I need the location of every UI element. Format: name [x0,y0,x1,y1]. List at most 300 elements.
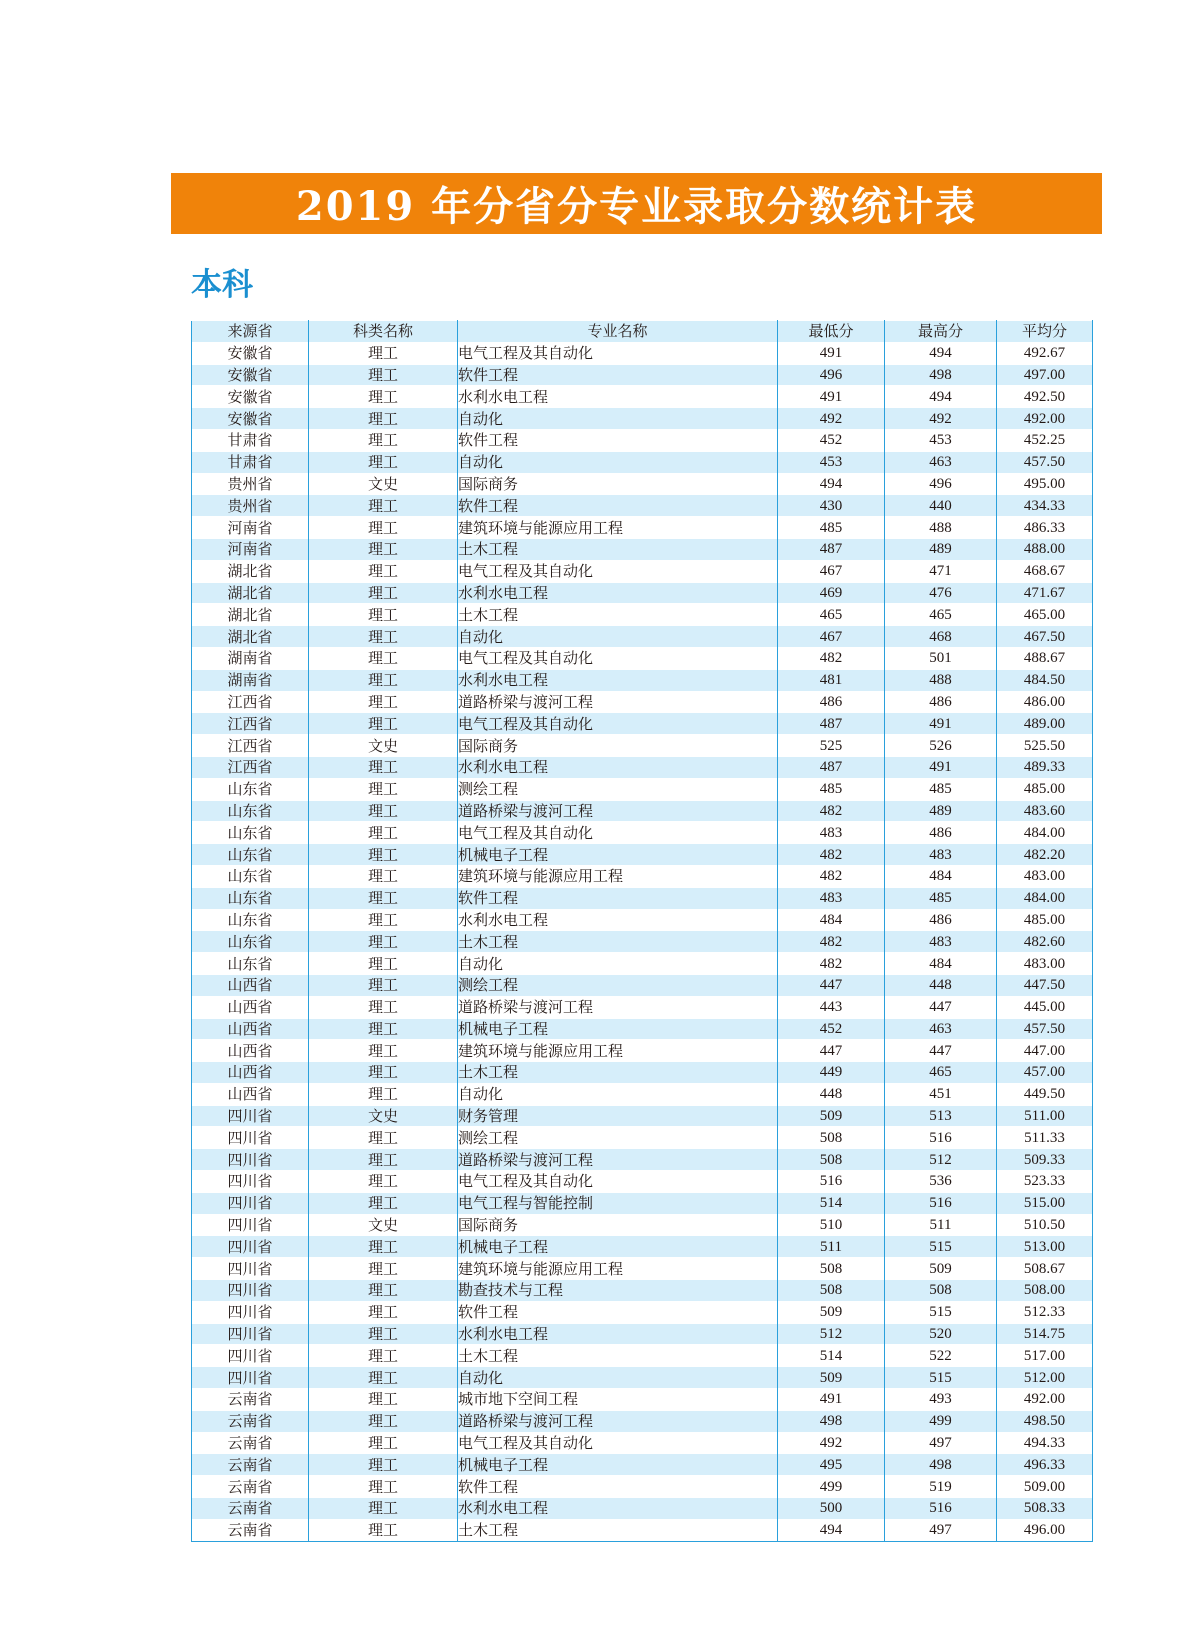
cell-province: 云南省 [192,1410,309,1432]
cell-avg-score: 511.00 [997,1105,1093,1127]
cell-avg-score: 514.75 [997,1323,1093,1345]
cell-max-score: 488 [885,517,997,539]
cell-avg-score: 489.00 [997,713,1093,735]
cell-max-score: 515 [885,1367,997,1389]
cell-avg-score: 508.33 [997,1498,1093,1520]
cell-min-score: 496 [778,364,885,386]
cell-avg-score: 486.00 [997,691,1093,713]
admission-scores-table [191,320,1093,1542]
cell-category: 理工 [309,560,458,582]
cell-province: 四川省 [192,1192,309,1214]
cell-province: 山西省 [192,996,309,1018]
cell-max-score: 515 [885,1301,997,1323]
cell-max-score: 486 [885,691,997,713]
cell-major: 自动化 [458,451,778,473]
cell-avg-score: 492.00 [997,408,1093,430]
cell-max-score: 494 [885,386,997,408]
cell-avg-score: 482.60 [997,931,1093,953]
cell-province: 云南省 [192,1432,309,1454]
cell-min-score: 511 [778,1236,885,1258]
cell-min-score: 491 [778,386,885,408]
cell-major: 国际商务 [458,1214,778,1236]
cell-avg-score: 482.20 [997,844,1093,866]
cell-major: 自动化 [458,1083,778,1105]
table-row [192,408,1093,430]
cell-major: 土木工程 [458,1062,778,1084]
cell-category: 理工 [309,800,458,822]
cell-max-score: 493 [885,1389,997,1411]
cell-avg-score: 492.00 [997,1389,1093,1411]
cell-min-score: 482 [778,647,885,669]
cell-avg-score: 449.50 [997,1083,1093,1105]
cell-province: 山西省 [192,1040,309,1062]
table-row [192,909,1093,931]
cell-province: 江西省 [192,691,309,713]
cell-min-score: 452 [778,429,885,451]
table-row [192,647,1093,669]
cell-province: 山东省 [192,931,309,953]
cell-category: 理工 [309,1171,458,1193]
cell-category: 理工 [309,822,458,844]
cell-category: 理工 [309,1454,458,1476]
cell-min-score: 514 [778,1192,885,1214]
table-row [192,1519,1093,1541]
cell-province: 山东省 [192,909,309,931]
cell-max-score: 489 [885,800,997,822]
cell-province: 山东省 [192,865,309,887]
cell-avg-score: 496.33 [997,1454,1093,1476]
cell-max-score: 447 [885,1040,997,1062]
table-row [192,887,1093,909]
cell-major: 电气工程及其自动化 [458,1171,778,1193]
cell-province: 山东省 [192,822,309,844]
header-province: 来源省 [192,321,309,343]
cell-min-score: 508 [778,1149,885,1171]
cell-category: 理工 [309,408,458,430]
table-row [192,1127,1093,1149]
cell-min-score: 512 [778,1323,885,1345]
cell-max-score: 468 [885,626,997,648]
cell-province: 四川省 [192,1105,309,1127]
cell-province: 云南省 [192,1389,309,1411]
cell-min-score: 509 [778,1301,885,1323]
cell-avg-score: 457.50 [997,1018,1093,1040]
cell-min-score: 482 [778,953,885,975]
cell-avg-score: 525.50 [997,735,1093,757]
table-row [192,931,1093,953]
cell-major: 财务管理 [458,1105,778,1127]
cell-avg-score: 498.50 [997,1410,1093,1432]
cell-avg-score: 467.50 [997,626,1093,648]
cell-max-score: 484 [885,953,997,975]
cell-province: 山东省 [192,887,309,909]
cell-province: 云南省 [192,1519,309,1541]
table-row [192,1018,1093,1040]
cell-min-score: 491 [778,342,885,364]
cell-province: 山西省 [192,1083,309,1105]
cell-max-score: 485 [885,887,997,909]
cell-major: 水利水电工程 [458,582,778,604]
cell-category: 理工 [309,1476,458,1498]
table-row [192,756,1093,778]
cell-avg-score: 484.00 [997,887,1093,909]
cell-max-score: 519 [885,1476,997,1498]
cell-min-score: 443 [778,996,885,1018]
cell-province: 安徽省 [192,386,309,408]
cell-category: 理工 [309,342,458,364]
table-row [192,1149,1093,1171]
table-row [192,1410,1093,1432]
table-row [192,429,1093,451]
cell-major: 电气工程及其自动化 [458,342,778,364]
cell-major: 软件工程 [458,495,778,517]
cell-category: 理工 [309,451,458,473]
cell-avg-score: 489.33 [997,756,1093,778]
cell-major: 电气工程与智能控制 [458,1192,778,1214]
cell-province: 安徽省 [192,408,309,430]
cell-max-score: 499 [885,1410,997,1432]
cell-category: 理工 [309,931,458,953]
cell-major: 电气工程及其自动化 [458,647,778,669]
cell-province: 云南省 [192,1498,309,1520]
cell-min-score: 482 [778,931,885,953]
cell-min-score: 510 [778,1214,885,1236]
cell-major: 自动化 [458,626,778,648]
table-row [192,1345,1093,1367]
table-row [192,844,1093,866]
cell-category: 理工 [309,1345,458,1367]
cell-min-score: 452 [778,1018,885,1040]
cell-major: 道路桥梁与渡河工程 [458,1149,778,1171]
cell-max-score: 448 [885,974,997,996]
table-row [192,778,1093,800]
table-header-row [192,321,1093,343]
table-row [192,538,1093,560]
cell-min-score: 487 [778,538,885,560]
cell-province: 四川省 [192,1301,309,1323]
cell-min-score: 525 [778,735,885,757]
cell-category: 理工 [309,1410,458,1432]
cell-avg-score: 492.67 [997,342,1093,364]
cell-min-score: 492 [778,408,885,430]
cell-avg-score: 486.33 [997,517,1093,539]
cell-province: 四川省 [192,1236,309,1258]
cell-category: 理工 [309,582,458,604]
cell-major: 水利水电工程 [458,756,778,778]
cell-min-score: 495 [778,1454,885,1476]
cell-min-score: 498 [778,1410,885,1432]
cell-major: 机械电子工程 [458,844,778,866]
cell-avg-score: 509.33 [997,1149,1093,1171]
cell-max-score: 451 [885,1083,997,1105]
table-row [192,691,1093,713]
cell-avg-score: 457.50 [997,451,1093,473]
cell-min-score: 499 [778,1476,885,1498]
cell-avg-score: 445.00 [997,996,1093,1018]
cell-min-score: 494 [778,473,885,495]
table-row [192,1258,1093,1280]
cell-category: 理工 [309,429,458,451]
header-major: 专业名称 [458,321,778,343]
cell-min-score: 486 [778,691,885,713]
cell-province: 贵州省 [192,495,309,517]
cell-major: 软件工程 [458,887,778,909]
table-row [192,1105,1093,1127]
cell-province: 甘肃省 [192,451,309,473]
cell-avg-score: 483.00 [997,953,1093,975]
cell-major: 测绘工程 [458,778,778,800]
cell-avg-score: 509.00 [997,1476,1093,1498]
table-row [192,1171,1093,1193]
cell-max-score: 512 [885,1149,997,1171]
cell-max-score: 501 [885,647,997,669]
cell-major: 自动化 [458,408,778,430]
cell-avg-score: 488.67 [997,647,1093,669]
cell-major: 测绘工程 [458,1127,778,1149]
cell-category: 理工 [309,756,458,778]
cell-min-score: 492 [778,1432,885,1454]
cell-max-score: 483 [885,931,997,953]
cell-category: 理工 [309,604,458,626]
cell-major: 电气工程及其自动化 [458,560,778,582]
cell-avg-score: 471.67 [997,582,1093,604]
cell-province: 河南省 [192,517,309,539]
cell-province: 湖北省 [192,626,309,648]
cell-major: 土木工程 [458,1519,778,1541]
cell-category: 理工 [309,1062,458,1084]
table-row [192,1280,1093,1302]
cell-major: 道路桥梁与渡河工程 [458,800,778,822]
cell-avg-score: 515.00 [997,1192,1093,1214]
cell-max-score: 465 [885,604,997,626]
table-row [192,473,1093,495]
page-title: 2019 年分省分专业录取分数统计表 [295,183,978,230]
cell-avg-score: 447.00 [997,1040,1093,1062]
cell-category: 理工 [309,1280,458,1302]
cell-max-score: 516 [885,1127,997,1149]
cell-major: 国际商务 [458,473,778,495]
cell-major: 道路桥梁与渡河工程 [458,691,778,713]
table-row [192,582,1093,604]
cell-major: 测绘工程 [458,974,778,996]
page-title-banner [171,173,1102,234]
cell-major: 机械电子工程 [458,1236,778,1258]
table-row [192,713,1093,735]
table-row [192,865,1093,887]
cell-province: 山西省 [192,1018,309,1040]
table-row [192,800,1093,822]
table-row [192,1498,1093,1520]
cell-min-score: 516 [778,1171,885,1193]
cell-category: 理工 [309,1258,458,1280]
cell-province: 湖北省 [192,604,309,626]
cell-max-score: 515 [885,1236,997,1258]
cell-province: 四川省 [192,1258,309,1280]
cell-max-score: 486 [885,909,997,931]
table-row [192,1323,1093,1345]
cell-min-score: 508 [778,1280,885,1302]
cell-min-score: 467 [778,560,885,582]
cell-min-score: 508 [778,1127,885,1149]
cell-province: 湖北省 [192,582,309,604]
cell-province: 湖北省 [192,560,309,582]
cell-min-score: 485 [778,778,885,800]
cell-province: 云南省 [192,1454,309,1476]
cell-major: 建筑环境与能源应用工程 [458,517,778,539]
cell-avg-score: 512.33 [997,1301,1093,1323]
cell-max-score: 492 [885,408,997,430]
cell-min-score: 500 [778,1498,885,1520]
cell-avg-score: 513.00 [997,1236,1093,1258]
cell-major: 土木工程 [458,604,778,626]
cell-max-score: 447 [885,996,997,1018]
cell-max-score: 440 [885,495,997,517]
cell-max-score: 489 [885,538,997,560]
table-row [192,1367,1093,1389]
cell-category: 理工 [309,1301,458,1323]
cell-major: 电气工程及其自动化 [458,713,778,735]
header-min-score: 最低分 [778,321,885,343]
cell-category: 理工 [309,1498,458,1520]
cell-major: 电气工程及其自动化 [458,1432,778,1454]
cell-province: 河南省 [192,538,309,560]
cell-category: 理工 [309,1432,458,1454]
cell-category: 文史 [309,1214,458,1236]
cell-min-score: 482 [778,865,885,887]
cell-min-score: 483 [778,887,885,909]
cell-category: 理工 [309,1149,458,1171]
table-row [192,1236,1093,1258]
cell-major: 道路桥梁与渡河工程 [458,996,778,1018]
cell-category: 理工 [309,1323,458,1345]
cell-major: 水利水电工程 [458,1323,778,1345]
cell-major: 建筑环境与能源应用工程 [458,865,778,887]
cell-major: 水利水电工程 [458,1498,778,1520]
cell-max-score: 498 [885,1454,997,1476]
cell-category: 理工 [309,647,458,669]
cell-major: 城市地下空间工程 [458,1389,778,1411]
cell-province: 山西省 [192,974,309,996]
cell-min-score: 485 [778,517,885,539]
cell-category: 理工 [309,1040,458,1062]
table-row [192,1454,1093,1476]
cell-max-score: 516 [885,1192,997,1214]
cell-avg-score: 485.00 [997,778,1093,800]
cell-category: 理工 [309,1236,458,1258]
table-row [192,626,1093,648]
cell-province: 江西省 [192,713,309,735]
cell-category: 理工 [309,865,458,887]
cell-min-score: 430 [778,495,885,517]
cell-max-score: 471 [885,560,997,582]
cell-max-score: 511 [885,1214,997,1236]
cell-province: 山东省 [192,778,309,800]
cell-avg-score: 484.50 [997,669,1093,691]
cell-category: 理工 [309,669,458,691]
table-row [192,1062,1093,1084]
cell-avg-score: 468.67 [997,560,1093,582]
table-row [192,364,1093,386]
cell-avg-score: 496.00 [997,1519,1093,1541]
cell-major: 土木工程 [458,931,778,953]
cell-category: 理工 [309,909,458,931]
cell-min-score: 491 [778,1389,885,1411]
cell-max-score: 486 [885,822,997,844]
cell-min-score: 447 [778,1040,885,1062]
cell-avg-score: 495.00 [997,473,1093,495]
cell-major: 软件工程 [458,364,778,386]
cell-min-score: 482 [778,844,885,866]
header-category: 科类名称 [309,321,458,343]
cell-min-score: 509 [778,1367,885,1389]
cell-major: 水利水电工程 [458,909,778,931]
header-max-score: 最高分 [885,321,997,343]
table-row [192,386,1093,408]
cell-category: 理工 [309,887,458,909]
table-row [192,495,1093,517]
cell-avg-score: 452.25 [997,429,1093,451]
cell-category: 理工 [309,626,458,648]
cell-min-score: 481 [778,669,885,691]
cell-min-score: 448 [778,1083,885,1105]
cell-province: 四川省 [192,1171,309,1193]
cell-category: 理工 [309,974,458,996]
table-row [192,822,1093,844]
cell-major: 软件工程 [458,1476,778,1498]
cell-category: 理工 [309,844,458,866]
cell-major: 软件工程 [458,1301,778,1323]
cell-avg-score: 511.33 [997,1127,1093,1149]
cell-avg-score: 434.33 [997,495,1093,517]
table-row [192,1214,1093,1236]
cell-avg-score: 492.50 [997,386,1093,408]
cell-avg-score: 457.00 [997,1062,1093,1084]
table-row [192,996,1093,1018]
cell-min-score: 465 [778,604,885,626]
cell-category: 理工 [309,1367,458,1389]
table-row [192,604,1093,626]
cell-category: 理工 [309,953,458,975]
table-row [192,560,1093,582]
cell-max-score: 508 [885,1280,997,1302]
cell-min-score: 487 [778,713,885,735]
cell-province: 湖南省 [192,669,309,691]
cell-max-score: 463 [885,1018,997,1040]
cell-min-score: 509 [778,1105,885,1127]
cell-min-score: 469 [778,582,885,604]
cell-max-score: 491 [885,713,997,735]
table-row [192,342,1093,364]
cell-min-score: 487 [778,756,885,778]
cell-category: 文史 [309,1105,458,1127]
cell-province: 贵州省 [192,473,309,495]
cell-max-score: 484 [885,865,997,887]
table-row [192,1476,1093,1498]
cell-avg-score: 465.00 [997,604,1093,626]
cell-major: 水利水电工程 [458,386,778,408]
cell-province: 云南省 [192,1476,309,1498]
cell-max-score: 526 [885,735,997,757]
cell-major: 土木工程 [458,538,778,560]
cell-max-score: 496 [885,473,997,495]
cell-province: 江西省 [192,735,309,757]
cell-avg-score: 510.50 [997,1214,1093,1236]
cell-min-score: 449 [778,1062,885,1084]
cell-min-score: 494 [778,1519,885,1541]
cell-province: 山东省 [192,800,309,822]
cell-max-score: 488 [885,669,997,691]
table-row [192,1432,1093,1454]
